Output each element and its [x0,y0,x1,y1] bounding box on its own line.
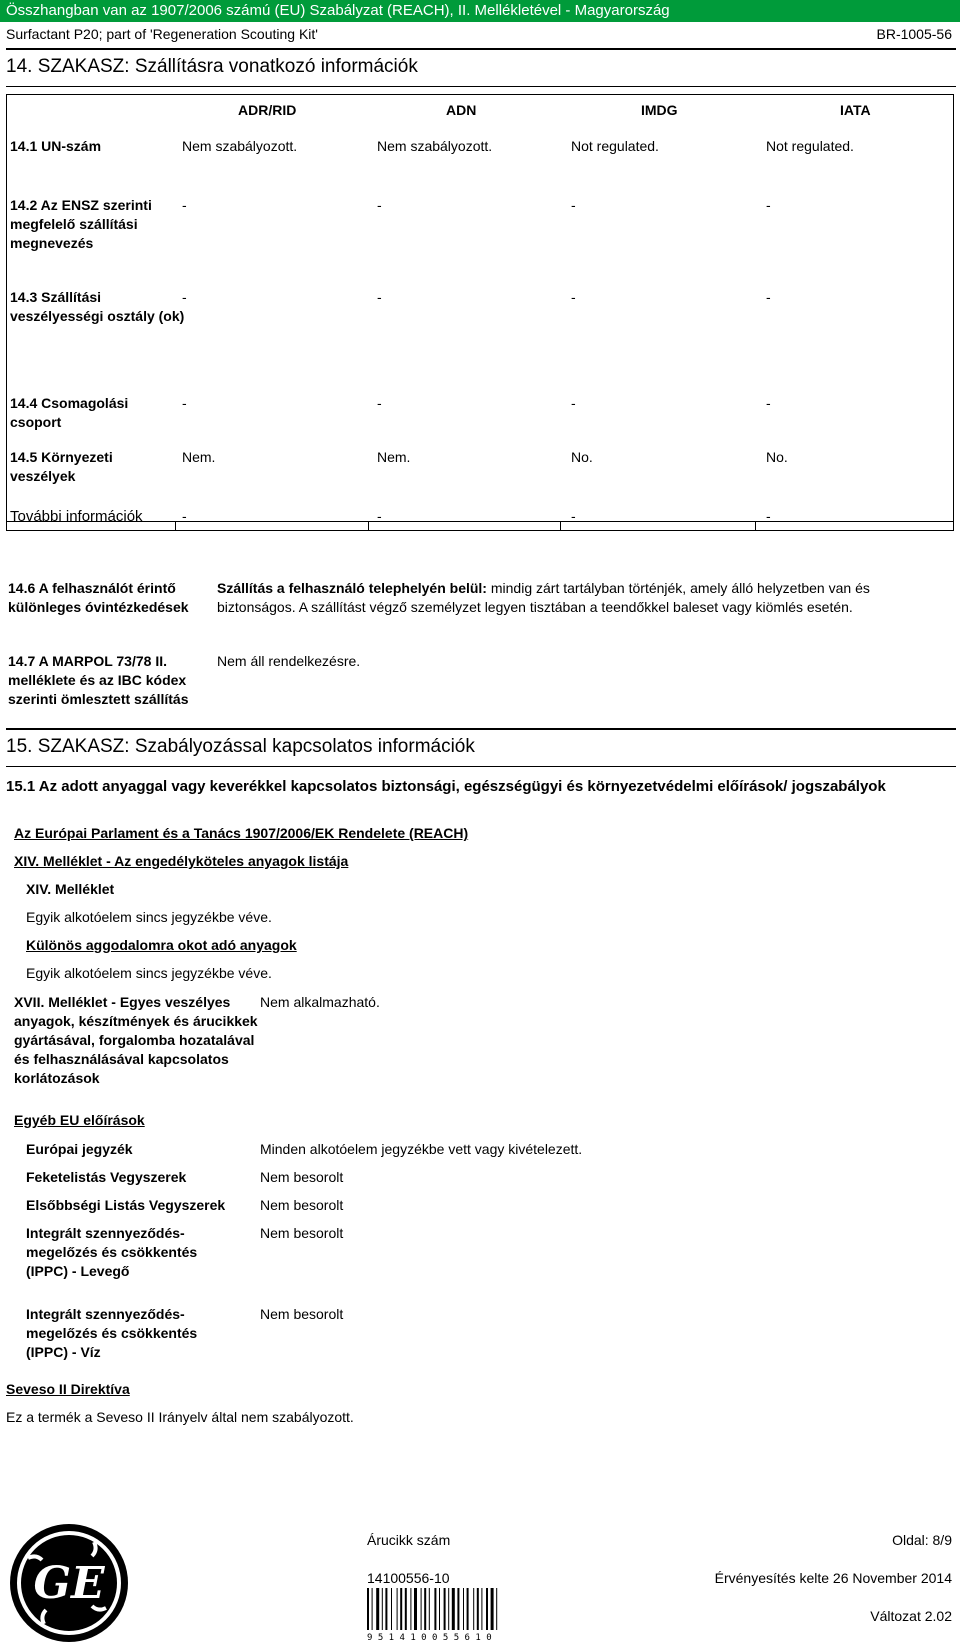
product-code: BR-1005-56 [876,26,952,42]
barcode-icon [367,1588,523,1630]
barcode-bar [444,1588,446,1630]
barcode-bar [367,1588,369,1630]
article-number: 14100556-10 [367,1570,450,1586]
product-name: Surfactant P20; part of 'Regeneration Scouting Kit' [6,26,318,42]
value-14-6 [217,579,952,617]
row-label-un-number: 14.1 UN-szám [10,138,102,154]
barcode-bar [421,1588,422,1630]
barcode-bar [434,1588,436,1630]
cell-class-imdg: - [571,289,576,305]
ge-logo-text: GE [33,1558,105,1609]
barcode-bar [397,1588,398,1630]
eu-row-label-european-inventory: Európai jegyzék [26,1141,133,1157]
barcode-bar [429,1588,430,1630]
cell-class-iata: - [766,289,771,305]
product-header [0,22,960,46]
barcode-bar [473,1588,474,1630]
cell-env-imdg: No. [571,449,593,465]
other-eu-heading: Egyéb EU előírások [14,1112,145,1128]
barcode-bar [486,1588,488,1630]
cell-info-imdg: - [571,508,576,524]
section-15-top-rule [6,728,956,730]
barcode-bar [391,1588,392,1630]
barcode-bar [424,1588,426,1630]
validity-date: Érvényesítés kelte 26 November 2014 [714,1570,952,1586]
row-label-further-info: További információk [10,508,143,525]
cell-info-iata: - [766,508,771,524]
section-14-rule [6,86,956,87]
barcode-bar [372,1588,373,1630]
cell-name-adn: - [377,197,382,213]
barcode-bar [452,1588,455,1630]
eu-row-value-european-inventory: Minden alkotóelem jegyzékbe vett vagy kivételezett. [260,1141,583,1157]
barcode-bar [457,1588,459,1630]
version: Változat 2.02 [870,1608,952,1624]
ge-logo [8,1522,130,1644]
cell-class-adr: - [182,289,187,305]
cell-name-iata: - [766,197,771,213]
barcode-bar [376,1588,379,1630]
cell-env-adn: Nem. [377,449,411,465]
page-number: Oldal: 8/9 [892,1532,952,1548]
section-15-title: 15. SZAKASZ: Szabályozással kapcsolatos információk [6,736,475,757]
barcode-bar [405,1588,407,1630]
barcode-bar [496,1588,497,1630]
barcode-bar [481,1588,482,1630]
cell-un-iata: Not regulated. [766,138,854,154]
cell-class-adn: - [377,289,382,305]
cell-un-adn: Nem szabályozott. [377,138,493,154]
cell-env-iata: No. [766,449,788,465]
annex-14-heading: XIV. Melléklet - Az engedélyköteles anyagok listája [14,853,349,869]
annex-14-text: Egyik alkotóelem sincs jegyzékbe véve. [26,909,272,925]
barcode-bar [491,1588,494,1630]
cell-pg-adn: - [377,395,382,411]
reach-heading: Az Európai Parlament és a Tanács 1907/2006/EK Rendelete (REACH) [14,825,469,841]
value-14-6-text: mindig zárt tartályban történjék, amely álló helyzetben van és biztonságos. A szállítást végző személyzet legyen tisztában a teendőkkel baleset vagy kiömlés esetén. [217,580,870,615]
row-label-env-hazard: 14.5 Környezeti veszélyek [10,449,113,484]
row-label-shipping-name: 14.2 Az ENSZ szerinti megfelelő szállítási megnevezés [10,197,152,251]
barcode-bar [382,1588,383,1630]
label-15-1: 15.1 Az adott anyaggal vagy keverékkel kapcsolatos biztonsági, egészségügyi és környezetvédelmi előírások/ jogszabályok [6,778,886,795]
regulation-banner: Összhangban van az 1907/2006 számú (EU) Szabályzat (REACH), II. Mellékletével - Magyarország [0,0,960,22]
annex-14-subheading: XIV. Melléklet [26,881,115,897]
barcode-bar [400,1588,402,1630]
label-14-6: 14.6 A felhasználót érintő különleges óvintézkedések [8,580,189,615]
cell-pg-adr: - [182,395,187,411]
article-number-label: Árucikk szám [367,1532,451,1548]
barcode-bar [414,1588,417,1630]
row-label-hazard-class: 14.3 Szállítási veszélyességi osztály (ok) [10,289,185,324]
barcode-bar [439,1588,440,1630]
col-adn: ADN [446,102,477,118]
value-14-6-bold: Szállítás a felhasználó telephelyén belül: [217,580,487,596]
cell-env-adr: Nem. [182,449,216,465]
annex-17-value: Nem alkalmazható. [260,994,380,1010]
eu-row-label-priority-list: Elsőbbségi Listás Vegyszerek [26,1197,226,1213]
col-iata: IATA [840,102,871,118]
annex-17-label: XVII. Melléklet - Egyes veszélyes anyagok, készítmények és árucikkek gyártásával, forgalomba hozatalával és felhasználásával kapcsolatos korlátozások [14,994,258,1086]
header-rule [6,48,956,50]
label-14-7: 14.7 A MARPOL 73/78 II. melléklete és az IBC kódex szerinti ömlesztett szállítás [8,653,189,707]
row-label-packing-group: 14.4 Csomagolási csoport [10,395,129,430]
section-14-title: 14. SZAKASZ: Szállításra vonatkozó információk [6,56,418,77]
cell-info-adr: - [182,508,187,524]
barcode-bar [463,1588,464,1630]
cell-name-imdg: - [571,197,576,213]
barcode-bar [385,1588,387,1630]
eu-row-label-blacklist: Feketelistás Vegyszerek [26,1169,187,1185]
eu-row-value-ippc-air: Nem besorolt [260,1225,344,1241]
cell-un-imdg: Not regulated. [571,138,659,154]
col-adr-rid: ADR/RID [238,102,297,118]
eu-row-label-ippc-air: Integrált szennyeződés-megelőzés és csökkentés (IPPC) - Levegő [26,1225,198,1279]
eu-row-value-ippc-water: Nem besorolt [260,1306,344,1322]
col-imdg: IMDG [641,102,678,118]
eu-row-label-ippc-water: Integrált szennyeződés-megelőzés és csökkentés (IPPC) - Víz [26,1306,198,1360]
svhc-heading: Különös aggodalomra okot adó anyagok [26,937,297,953]
cell-name-adr: - [182,197,187,213]
seveso-heading: Seveso II Direktíva [6,1381,130,1397]
ge-logo-icon [8,1522,130,1644]
barcode-digits: 9 5 1 4 1 0 0 5 5 6 1 0 [367,1633,492,1643]
cell-un-adr: Nem szabályozott. [182,138,298,154]
svhc-text: Egyik alkotóelem sincs jegyzékbe véve. [26,965,272,981]
barcode-bar [467,1588,469,1630]
barcode-bar [448,1588,449,1630]
seveso-text: Ez a termék a Seveso II Irányelv által nem szabályozott. [6,1409,354,1425]
eu-row-value-blacklist: Nem besorolt [260,1169,344,1185]
cell-pg-imdg: - [571,395,576,411]
cell-pg-iata: - [766,395,771,411]
barcode-bar [477,1588,479,1630]
value-14-7: Nem áll rendelkezésre. [217,653,361,669]
barcode [367,1588,523,1646]
section-15-rule [6,766,956,767]
cell-info-adn: - [377,508,382,524]
eu-row-value-priority-list: Nem besorolt [260,1197,344,1213]
barcode-bar [410,1588,411,1630]
